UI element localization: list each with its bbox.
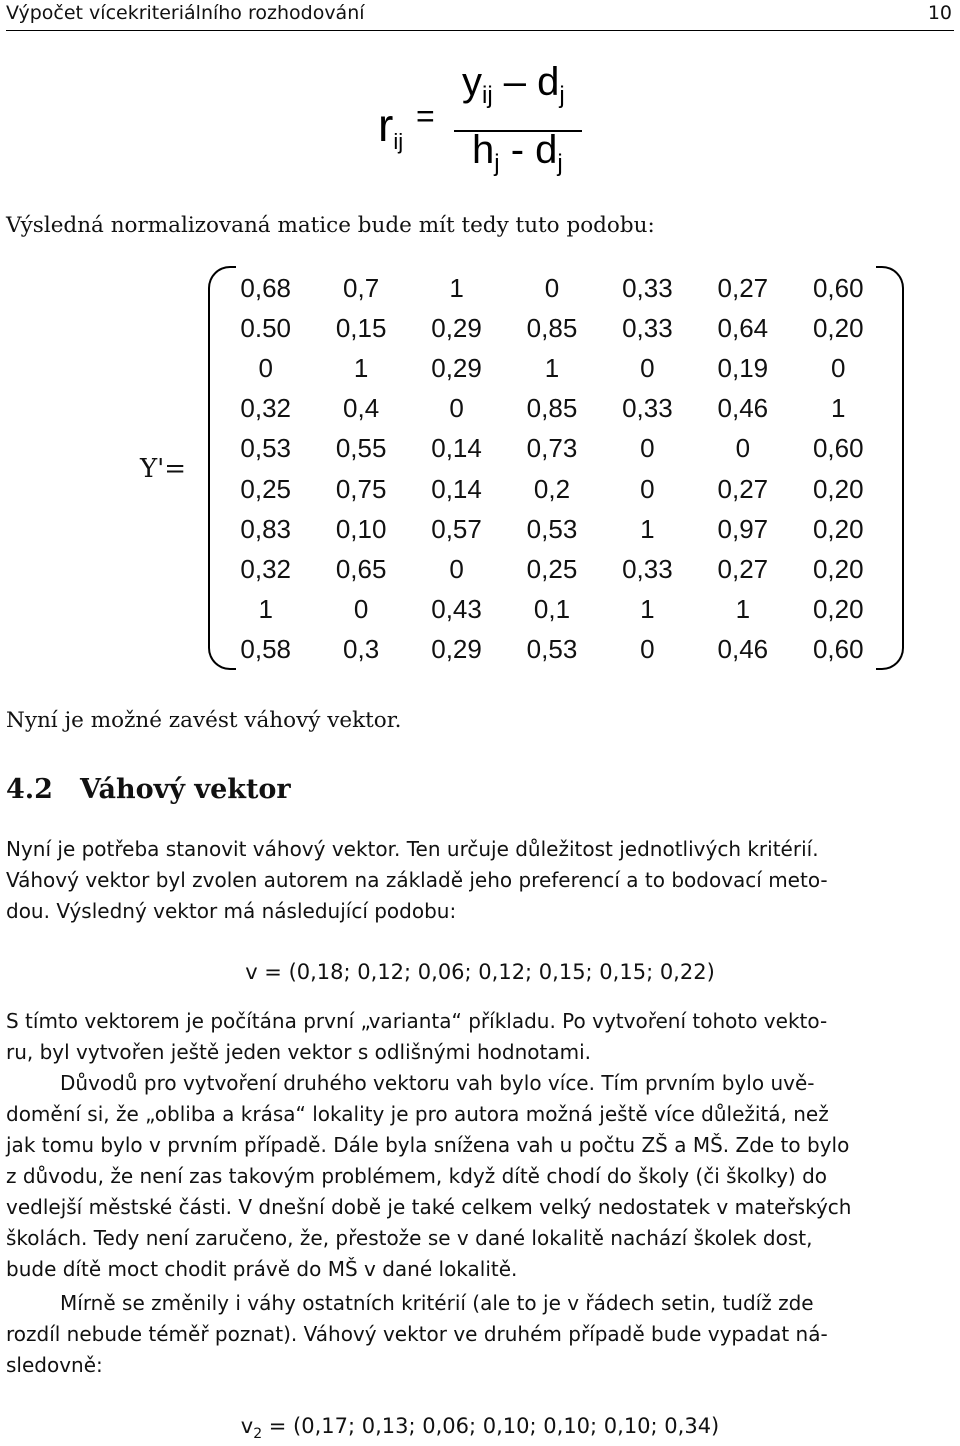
matrix-cell: 0,7 <box>343 272 380 303</box>
matrix-cell: 0 <box>640 634 655 665</box>
matrix-cell: 0,60 <box>812 433 864 464</box>
matrix-cell: 0 <box>831 352 846 383</box>
matrix-cell: 1 <box>831 393 846 424</box>
matrix-cell: 0,57 <box>431 513 482 544</box>
matrix-cell: 0,60 <box>812 634 864 665</box>
matrix-cell: 0,20 <box>812 553 864 584</box>
matrix-cell: 0.50 <box>240 312 292 343</box>
matrix-cell: 0,55 <box>335 433 387 464</box>
matrix-row <box>218 389 886 429</box>
page-number: 10 <box>927 2 952 24</box>
paragraph-line: z důvodu, že není zas takovým problémem, když dítě chodí do školy (či školky) do <box>6 1164 828 1188</box>
matrix-cell: 0,33 <box>622 272 673 303</box>
matrix-cell: 0,73 <box>526 433 578 464</box>
paragraph-line: Váhový vektor byl zvolen autorem na základě jeho preferencí a to bodovací meto- <box>6 868 828 892</box>
matrix-cell: 0,15 <box>335 312 387 343</box>
matrix-cell: 0,19 <box>717 352 769 383</box>
formula-denominator: $h_j - d_j$ <box>472 128 563 177</box>
matrix-row <box>218 630 886 670</box>
paragraph-line: rozdíl nebude téměř poznat). Váhový vektor ve druhém případě bude vypadat ná- <box>6 1322 828 1346</box>
matrix-cell: 0,85 <box>526 393 578 424</box>
matrix-cell: 0,85 <box>526 312 578 343</box>
matrix-cell: 0 <box>353 594 369 625</box>
matrix-cell: 0 <box>640 352 655 383</box>
matrix-cell: 0,75 <box>335 473 387 504</box>
matrix-cell: 0,20 <box>812 594 864 625</box>
paragraph-2 <box>6 1006 954 1068</box>
matrix-cell: 0,20 <box>812 473 864 504</box>
matrix-cell: 0,14 <box>431 433 482 464</box>
paragraph-line: Důvodů pro vytvoření druhého vektoru vah bylo více. Tím prvním bylo uvě- <box>60 1071 815 1095</box>
matrix-cell: 0 <box>449 393 464 424</box>
matrix-cell: 0,53 <box>526 634 578 665</box>
matrix-cell: 0,32 <box>240 393 292 424</box>
matrix-label: Y'= <box>140 454 187 484</box>
matrix-cell: 0,27 <box>717 272 769 303</box>
matrix-cell: 0,33 <box>622 553 673 584</box>
paragraph-3 <box>6 1068 954 1285</box>
matrix-cell: 0,2 <box>533 473 571 504</box>
matrix-cell: 0,10 <box>335 513 387 544</box>
matrix-cell: 0,25 <box>526 553 578 584</box>
matrix-cell: 1 <box>353 352 369 383</box>
matrix-cell: 0,53 <box>240 433 292 464</box>
matrix-cell: 0,1 <box>533 594 571 625</box>
matrix-cell: 0,3 <box>343 634 380 665</box>
matrix-cell: 1 <box>544 352 560 383</box>
paragraph-line: bude dítě moct chodit právě do MŠ v dané lokalitě. <box>6 1257 518 1281</box>
matrix-cell: 0,25 <box>240 473 292 504</box>
matrix-row <box>218 268 886 308</box>
matrix-cell: 0 <box>449 553 464 584</box>
paragraph-line: ru, byl vytvořen ještě jeden vektor s odlišnými hodnotami. <box>6 1040 591 1064</box>
matrix-cell: 0 <box>640 473 655 504</box>
matrix-cell: 0,29 <box>431 312 482 343</box>
matrix-cell: 0,20 <box>812 513 864 544</box>
paragraph-4 <box>6 1288 954 1381</box>
matrix-cell: 0,4 <box>343 393 380 424</box>
matrix-row <box>218 509 886 549</box>
matrix-cell: 0 <box>735 433 751 464</box>
matrix-cell: 0,33 <box>622 312 673 343</box>
matrix-cell: 0,43 <box>431 594 482 625</box>
section-title: Váhový vektor <box>80 774 291 805</box>
after-matrix-text: Nyní je možné zavést váhový vektor. <box>6 708 402 733</box>
matrix-cell: 0,27 <box>717 473 769 504</box>
formula-equals: = <box>416 98 435 134</box>
weight-vector-1: v = (0,18; 0,12; 0,06; 0,12; 0,15; 0,15; 0,22) <box>245 960 715 984</box>
matrix-cell: 1 <box>640 513 655 544</box>
weight-vector-2: $v_2 = (0,17$; 0,13; 0,06; 0,10; 0,10; 0,10; 0,34) <box>240 1414 720 1443</box>
paragraph-line: Mírně se změnily i váhy ostatních kritérií (ale to je v řádech setin, tudíž zde <box>60 1291 814 1315</box>
formula-numerator: $y_{ij} - d_j$ <box>462 60 565 109</box>
matrix-cell: 0,33 <box>622 393 673 424</box>
matrix-cell: 0,68 <box>240 272 292 303</box>
matrix-cell: 0,32 <box>240 553 292 584</box>
matrix-cell: 0,64 <box>717 312 769 343</box>
header-title: Výpočet vícekriteriálního rozhodování <box>6 2 365 24</box>
paragraph-line: sledovně: <box>6 1353 103 1377</box>
matrix-cell: 0 <box>258 352 273 383</box>
matrix-cell: 0,14 <box>431 473 482 504</box>
section-number: 4.2 <box>6 774 53 805</box>
matrix-row <box>218 348 886 388</box>
normalized-matrix <box>140 266 910 668</box>
matrix-cell: 0,27 <box>717 553 769 584</box>
matrix-row <box>218 590 886 630</box>
running-header <box>6 0 954 31</box>
matrix-row <box>218 549 886 589</box>
matrix-row <box>218 308 886 348</box>
paragraph-1 <box>6 834 954 927</box>
matrix-row <box>218 429 886 469</box>
intro-text: Výsledná normalizovaná matice bude mít tedy tuto podobu: <box>6 213 655 238</box>
matrix-cell: 0,20 <box>812 312 864 343</box>
matrix-row <box>218 469 886 509</box>
paragraph-line: jak tomu bylo v prvním případě. Dále byla snížena vah u počtu ZŠ a MŠ. Zde to bylo <box>6 1133 850 1157</box>
matrix-cell: 1 <box>449 272 464 303</box>
matrix-cell: 0,46 <box>717 634 769 665</box>
paragraph-line: dou. Výsledný vektor má následující podobu: <box>6 899 457 923</box>
paragraph-line: domění si, že „obliba a krása“ lokality je pro autora možná ještě více důležitá, než <box>6 1102 829 1126</box>
matrix-cell: 0,29 <box>431 634 482 665</box>
matrix-cell: 0,29 <box>431 352 482 383</box>
matrix-cell: 0,65 <box>335 553 387 584</box>
matrix-cell: 1 <box>258 594 273 625</box>
matrix-cell: 1 <box>640 594 655 625</box>
matrix-cell: 0,60 <box>812 272 864 303</box>
matrix-grid <box>218 268 886 670</box>
normalization-formula <box>378 60 638 182</box>
paragraph-line: S tímto vektorem je počítána první „varianta“ příkladu. Po vytvoření tohoto vekto- <box>6 1009 828 1033</box>
section-heading <box>6 774 291 805</box>
matrix-cell: 0 <box>640 433 655 464</box>
paragraph-line: školách. Tedy není zaručeno, že, přestože se v dané lokalitě nachází školek dost, <box>6 1226 813 1250</box>
matrix-cell: 0,53 <box>526 513 578 544</box>
matrix-cell: 0 <box>544 272 560 303</box>
matrix-cell: 0,83 <box>240 513 292 544</box>
matrix-cell: 0,46 <box>717 393 769 424</box>
matrix-cell: 0,58 <box>240 634 292 665</box>
paragraph-line: vedlejší městské části. V dnešní době je také celkem velký nedostatek v mateřských <box>6 1195 852 1219</box>
formula-lhs: $r_{ij}$ <box>378 99 404 154</box>
matrix-cell: 0,97 <box>717 513 769 544</box>
paragraph-line: Nyní je potřeba stanovit váhový vektor. Ten určuje důležitost jednotlivých kritérií. <box>6 837 819 861</box>
matrix-cell: 1 <box>735 594 751 625</box>
